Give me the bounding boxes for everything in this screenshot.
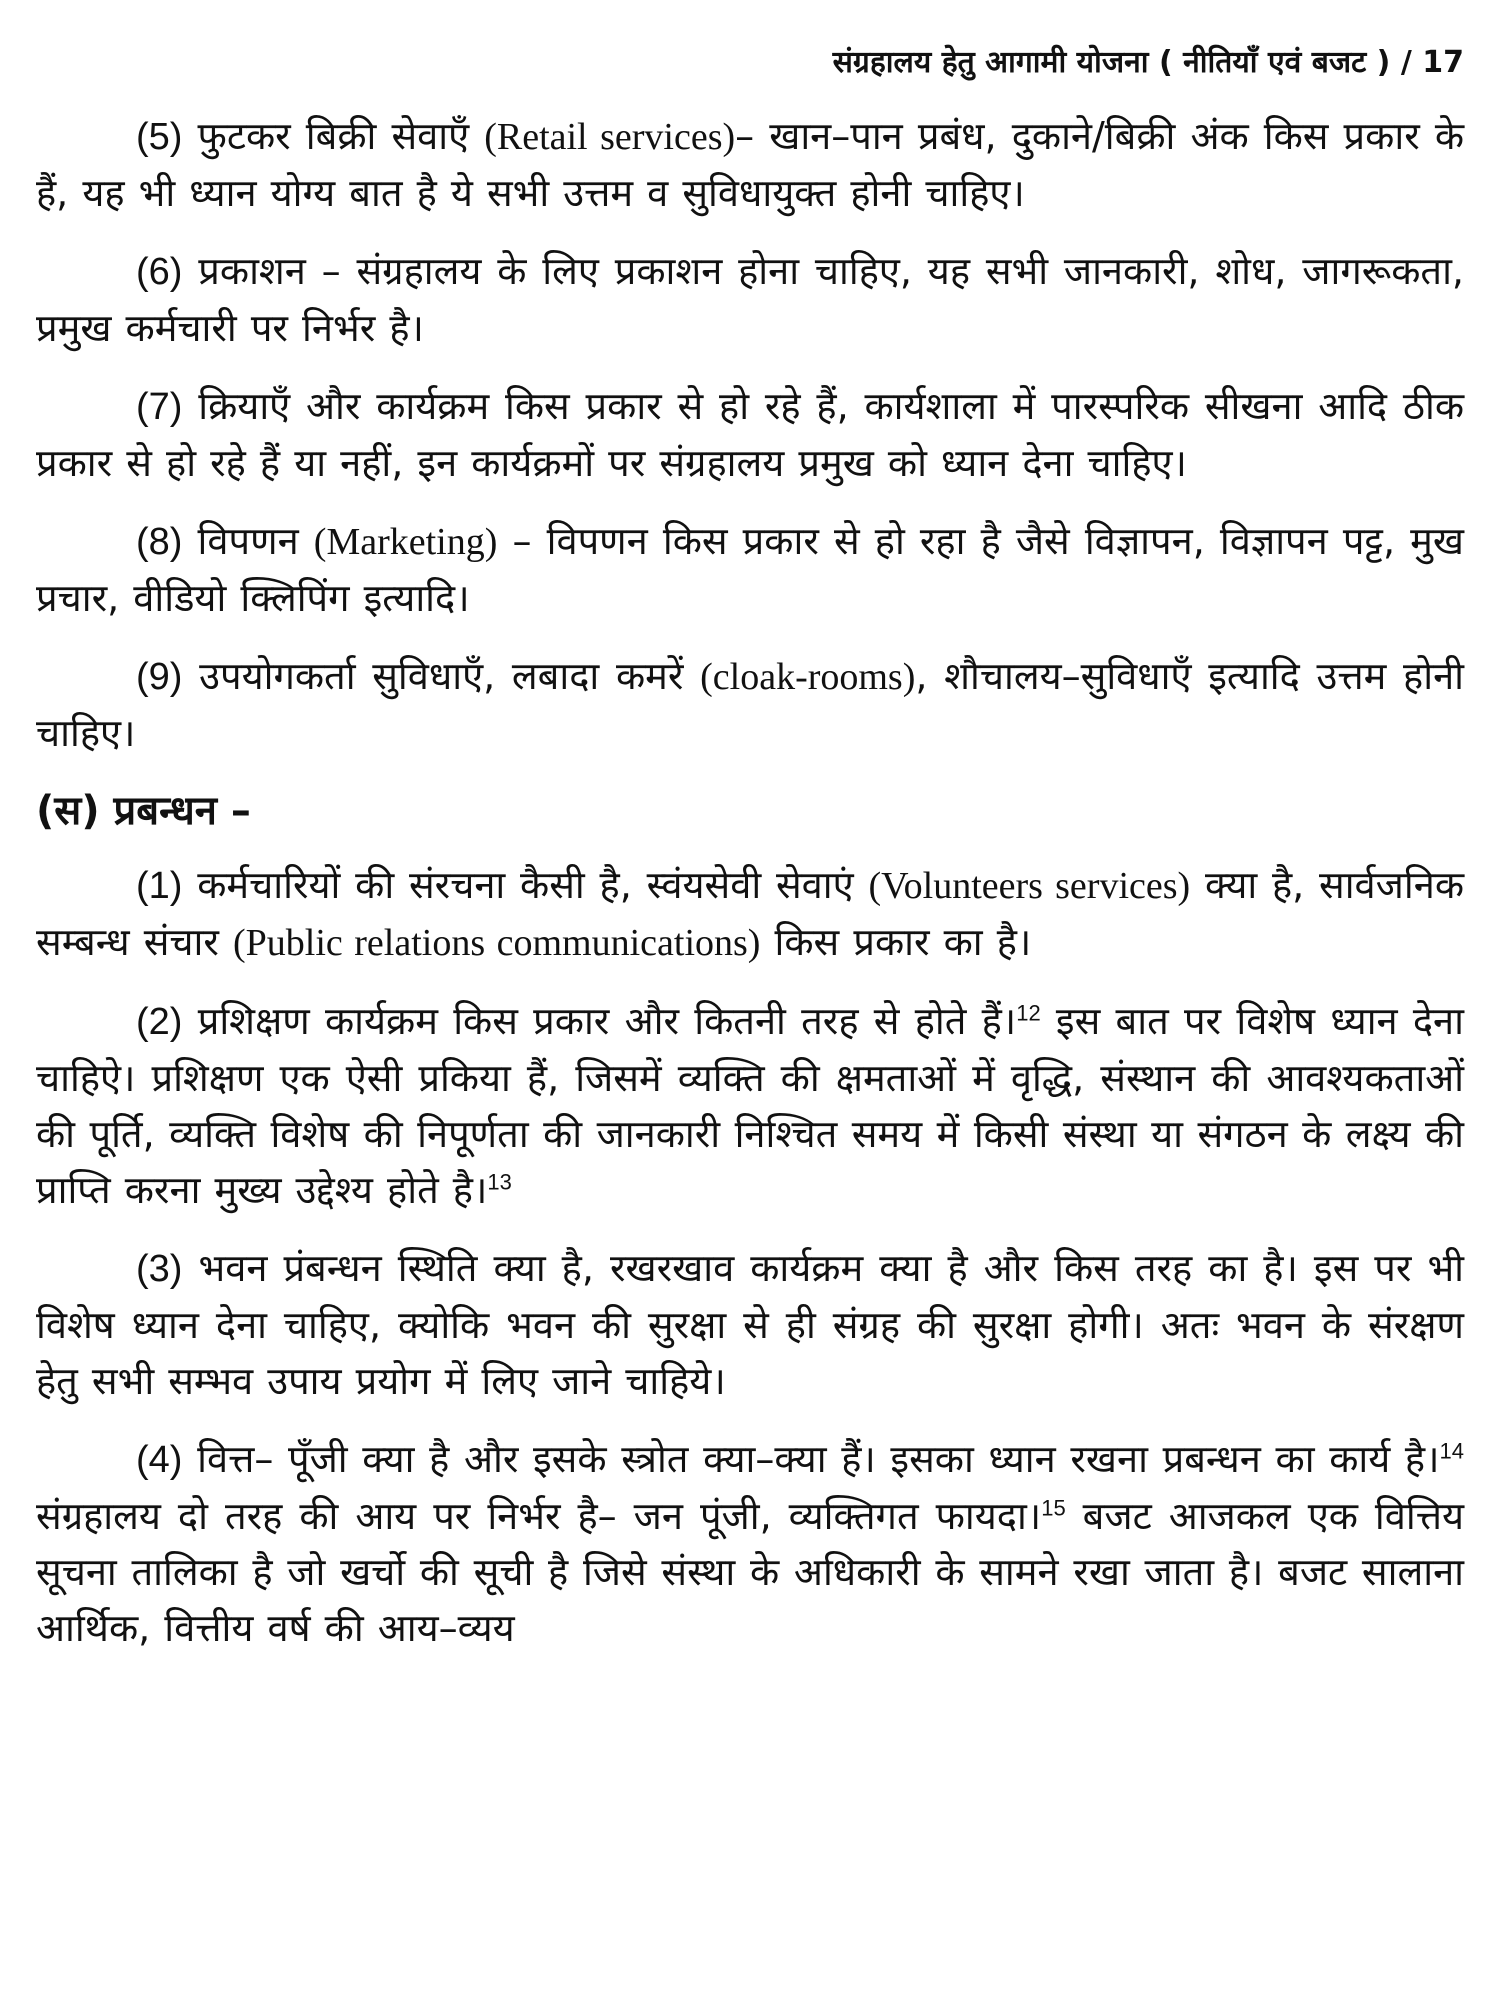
footnote-ref: 15 — [1041, 1495, 1066, 1521]
running-header: संग्रहालय हेतु आगामी योजना ( नीतियाँ एवं बजट ) / 17 — [832, 45, 1464, 80]
text-run: वित्त– पूँजी क्या है और इसके स्त्रोत क्या–क्या हैं। इसका ध्यान रखना प्रबन्धन का कार्य है। — [182, 1437, 1440, 1481]
item-number: (2) — [136, 1001, 183, 1043]
text-run: किस प्रकार का है। — [760, 920, 1032, 964]
item-number: (4) — [136, 1439, 183, 1481]
item-number: (5) — [136, 116, 183, 158]
paragraph-9 — [36, 648, 1464, 761]
paragraph-7 — [36, 378, 1464, 491]
text-run: संग्रहालय दो तरह की आय पर निर्भर है– जन पूंजी, व्यक्तिगत फायदा। — [36, 1494, 1042, 1538]
text-run: , शौचालय–सुविधाएँ इत्यादि उत्तम होनी चाहिए। — [36, 654, 1464, 755]
text-run: विपणन — [182, 519, 314, 563]
text-run: – खान–पान प्रबंध, दुकाने/बिक्री अंक किस प्रकार के हैं, यह भी ध्यान योग्य बात है ये सभी उत्तम व सुविधायुक्त होनी चाहिए। — [36, 114, 1464, 215]
item-number: (9) — [136, 656, 183, 698]
text-run: बजट आजकल एक वित्तिय सूचना तालिका है जो खर्चो की सूची है जिसे संस्था के अधिकारी के सामने रखा जाता है। बजट सालाना आर्थिक, वित्तीय वर्ष की आय–व्यय — [36, 1494, 1464, 1650]
item-number: (6) — [136, 251, 183, 293]
item-number: (3) — [136, 1248, 183, 1290]
section-heading: (स) प्रबन्धन – — [36, 788, 251, 834]
footnote-ref: 13 — [487, 1169, 512, 1195]
text-run: उपयोगकर्ता सुविधाएँ, लबादा कमरें — [182, 654, 701, 698]
text-run: इस बात पर विशेष ध्यान देना चाहिऐ। प्रशिक्षण एक ऐसी प्रकिया हैं, जिसमें व्यक्ति की क्षमताओं में वृद्धि, संस्थान की आवश्यकताओं की पूर्ति, व्यक्ति विशेष की निपूर्णता की जानकारी निश्चित समय में किसी संस्था या संगठन के लक्ष्य की प्राप्ति करना मुख्य उद्देश्य होते है। — [36, 999, 1464, 1212]
footnote-ref: 14 — [1439, 1438, 1464, 1464]
mgmt-paragraph-3 — [36, 1240, 1464, 1409]
mgmt-paragraph-4 — [36, 1431, 1464, 1656]
text-run: क्या है, सार्वजनिक सम्बन्ध संचार — [36, 863, 1464, 964]
body-text — [36, 108, 1464, 1678]
paragraph-8 — [36, 513, 1464, 626]
text-run: क्रियाएँ और कार्यक्रम किस प्रकार से हो रहे हैं, कार्यशाला में पारस्परिक सीखना आदि ठीक प्रकार से हो रहे हैं या नहीं, इन कार्यक्रमों पर संग्रहालय प्रमुख को ध्यान देना चाहिए। — [36, 384, 1464, 485]
item-number: (8) — [136, 521, 183, 563]
mgmt-paragraph-1 — [36, 857, 1464, 971]
english-term: (Public relations communications) — [233, 922, 761, 964]
item-number: (1) — [136, 865, 183, 907]
paragraph-5 — [36, 108, 1464, 221]
text-run: प्रशिक्षण कार्यक्रम किस प्रकार और कितनी तरह से होते हैं। — [182, 999, 1017, 1043]
text-run: – विपणन किस प्रकार से हो रहा है जैसे विज्ञापन, विज्ञापन पट्ट, मुख प्रचार, वीडियो क्लिपिंग इत्यादि। — [36, 519, 1464, 620]
english-term: (Volunteers services) — [868, 865, 1191, 907]
footnote-ref: 12 — [1016, 1000, 1041, 1026]
english-term: (cloak-rooms) — [700, 656, 916, 698]
text-run: कर्मचारियों की संरचना कैसी है, स्वंयसेवी सेवाएं — [182, 863, 869, 907]
item-number: (7) — [136, 386, 183, 428]
paragraph-6 — [36, 243, 1464, 356]
english-term: (Retail services) — [484, 116, 736, 158]
text-run: फुटकर बिक्री सेवाएँ — [182, 114, 485, 158]
english-term: (Marketing) — [313, 521, 498, 563]
text-run: भवन प्रंबन्धन स्थिति क्या है, रखरखाव कार्यक्रम क्या है और किस तरह का है। इस पर भी विशेष ध्यान देना चाहिए, क्योकि भवन की सुरक्षा से ही संग्रह की सुरक्षा होगी। अतः भवन के संरक्षण हेतु सभी सम्भव उपाय प्रयोग में लिए जाने चाहिये। — [36, 1246, 1464, 1403]
text-run: प्रकाशन – संग्रहालय के लिए प्रकाशन होना चाहिए, यह सभी जानकारी, शोध, जागरूकता, प्रमुख कर्मचारी पर निर्भर है। — [36, 249, 1464, 350]
mgmt-paragraph-2 — [36, 993, 1464, 1218]
